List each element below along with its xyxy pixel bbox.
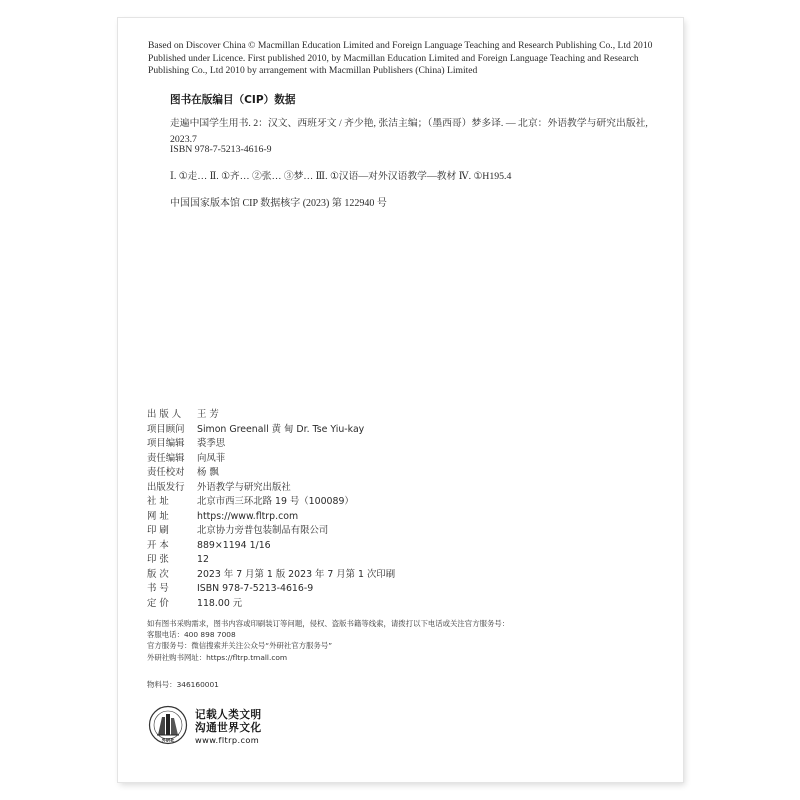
customer-service-phone: 客服电话：400 898 7008: [147, 630, 236, 640]
pub-row-isbn: [147, 582, 395, 597]
slogan-line-1: 记载人类文明: [195, 709, 262, 721]
pub-label: 出 版 人: [147, 409, 182, 420]
pub-label: 印 张: [147, 554, 169, 565]
pub-row-address: [147, 495, 395, 510]
pub-value: 12: [197, 554, 209, 565]
pub-label: 责任校对: [147, 467, 185, 478]
pub-value: 889×1194 1/16: [197, 539, 271, 551]
pub-row-edition: [147, 568, 395, 583]
copyright-statement: Based on Discover China © Macmillan Education Limited and Foreign Language Teaching and Research Publishing Co., Ltd 2010 Published under Licence. First published 2010, by Macmillan Education Limited and Foreign Language Teaching and Research Publishing Co., Ltd 2010 by arrangement with Macmillan Publishers (China) Limited: [148, 40, 653, 77]
cip-classification: Ⅰ. ①走… Ⅱ. ①齐… ②张… ③梦… Ⅲ. ①汉语—对外汉语教学—教材 Ⅳ. ①H195.4: [170, 171, 512, 182]
publication-info-table: [147, 408, 395, 611]
cip-entry: 走遍中国学生用书. 2：汉文、西班牙文 / 齐少艳, 张洁主编；（墨西哥）梦多译. — 北京：外语教学与研究出版社, 2023.7: [170, 118, 648, 145]
pub-row-website: [147, 510, 395, 525]
pub-value: ISBN 978-7-5213-4616-9: [197, 583, 314, 594]
pub-value: Simon Greenall 黄 甸 Dr. Tse Yiu-kay: [197, 423, 365, 435]
pub-value: https://www.fltrp.com: [197, 510, 299, 522]
pub-value: 王 芳: [197, 409, 219, 420]
cip-title: 图书在版编目（CIP）数据: [170, 94, 296, 106]
material-number: 物料号：346160001: [147, 680, 219, 689]
pub-label: 社 址: [147, 496, 169, 507]
online-store-url: 外研社购书网址：https://fltrp.tmall.com: [147, 652, 288, 662]
pub-row-distributor: [147, 481, 395, 496]
pub-row-proofreader: [147, 466, 395, 481]
pub-row-printer: [147, 524, 395, 539]
pub-label: 开 本: [147, 539, 169, 551]
service-notice: [147, 618, 667, 663]
pub-value: 杨 飘: [197, 467, 219, 478]
notice-line: 如有图书采购需求，图书内容或印刷装订等问题，侵权、盗版书籍等线索，请拨打以下电话或关注官方服务号：: [147, 619, 510, 628]
official-account: 官方服务号：微信搜索并关注公众号“外研社官方服务号”: [147, 641, 333, 651]
publisher-slogan: [195, 709, 262, 746]
pub-label: 书 号: [147, 583, 169, 594]
cip-isbn: ISBN 978-7-5213-4616-9: [170, 144, 272, 155]
pub-row-editor: [147, 452, 395, 467]
pub-value: 118.00 元: [197, 597, 243, 609]
pub-label: 版 次: [147, 568, 169, 580]
pub-label: 出版发行: [147, 481, 185, 493]
fltrp-building-logo-icon: [148, 705, 188, 745]
logo-mark-text: 外研社: [161, 737, 175, 743]
pub-row-price: [147, 597, 395, 612]
pub-row-project-editor: [147, 437, 395, 452]
pub-value: 裘季思: [197, 438, 226, 449]
pub-label: 项目编辑: [147, 438, 185, 449]
slogan-line-2: 沟通世界文化: [195, 722, 262, 734]
pub-value: 2023 年 7 月第 1 版 2023 年 7 月第 1 次印刷: [197, 568, 396, 580]
pub-value: 外语教学与研究出版社: [197, 481, 291, 493]
cip-verification-number: 中国国家版本馆 CIP 数据核字 (2023) 第 122940 号: [170, 198, 387, 209]
pub-label: 印 刷: [147, 525, 169, 536]
pub-row-publisher: [147, 408, 395, 423]
pub-row-consultants: [147, 423, 395, 438]
pub-label: 项目顾问: [147, 423, 185, 435]
pub-label: 定 价: [147, 597, 169, 609]
pub-label: 网 址: [147, 510, 169, 522]
publisher-url: www.fltrp.com: [195, 735, 260, 745]
pub-label: 责任编辑: [147, 452, 185, 464]
pub-row-sheets: [147, 553, 395, 568]
pub-value: 向凤菲: [197, 452, 226, 464]
pub-value: 北京市西三环北路 19 号（100089）: [197, 496, 354, 507]
pub-row-format: [147, 539, 395, 554]
pub-value: 北京协力旁普包装制品有限公司: [197, 525, 329, 536]
